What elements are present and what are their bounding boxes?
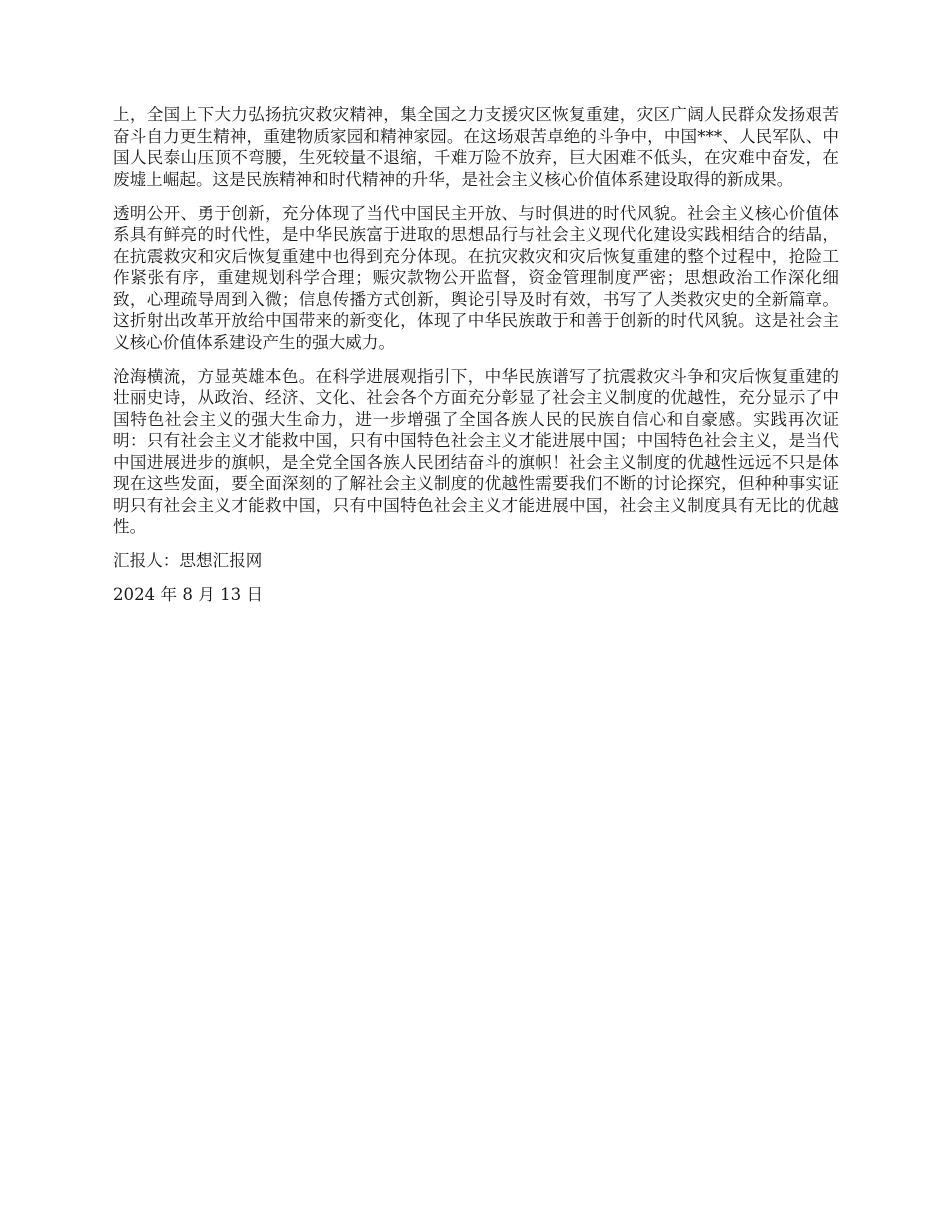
date-line: 2024 年 8 月 13 日 <box>113 585 264 604</box>
paragraph-3: 沧海横流，方显英雄本色。在科学进展观指引下，中华民族谱写了抗震救灾斗争和灾后恢复重建的壮丽史诗，从政治、经济、文化、社会各个方面充分彰显了社会主义制度的优越性，充分显示了中国特色社会主义的强大生命力，进一步增强了全国各族人民的民族自信心和自豪感。实践再次证明：只有社会主义才能救中国，只有中国特色社会主义才能进展中国；中国特色社会主义，是当代中国进展进步的旗帜，是全党全国各族人民团结奋斗的旗帜！社会主义制度的优越性远远不只是体现在这些发面，要全面深刻的了解社会主义制度的优越性需要我们不断的讨论探究，但种种事实证明只有社会主义才能救中国，只有中国特色社会主义才能进展中国，社会主义制度具有无比的优越性。 <box>113 366 839 536</box>
paragraph-1: 上，全国上下大力弘扬抗灾救灾精神，集全国之力支援灾区恢复重建，灾区广阔人民群众发扬艰苦奋斗自力更生精神，重建物质家园和精神家园。在这场艰苦卓绝的斗争中，中国***、人民军队、中国人民泰山压顶不弯腰，生死较量不退缩，千难万险不放弃，巨大困难不低头，在灾难中奋发，在废墟上崛起。这是民族精神和时代精神的升华，是社会主义核心价值体系建设取得的新成果。 <box>113 105 839 189</box>
signer-line: 汇报人：思想汇报网 <box>113 551 263 570</box>
document-page <box>113 104 839 618</box>
paragraph-2: 透明公开、勇于创新，充分体现了当代中国民主开放、与时俱进的时代风貌。社会主义核心价值体系具有鲜亮的时代性，是中华民族富于进取的思想品行与社会主义现代化建设实践相结合的结晶，在抗震救灾和灾后恢复重建中也得到充分体现。在抗灾救灾和灾后恢复重建的整个过程中，抢险工作紧张有序，重建规划科学合理；赈灾款物公开监督，资金管理制度严密；思想政治工作深化细致，心理疏导周到入微；信息传播方式创新，舆论引导及时有效，书写了人类救灾史的全新篇章。这折射出改革开放给中国带来的新变化，体现了中华民族敢于和善于创新的时代风貌。这是社会主义核心价值体系建设产生的强大威力。 <box>113 203 839 352</box>
